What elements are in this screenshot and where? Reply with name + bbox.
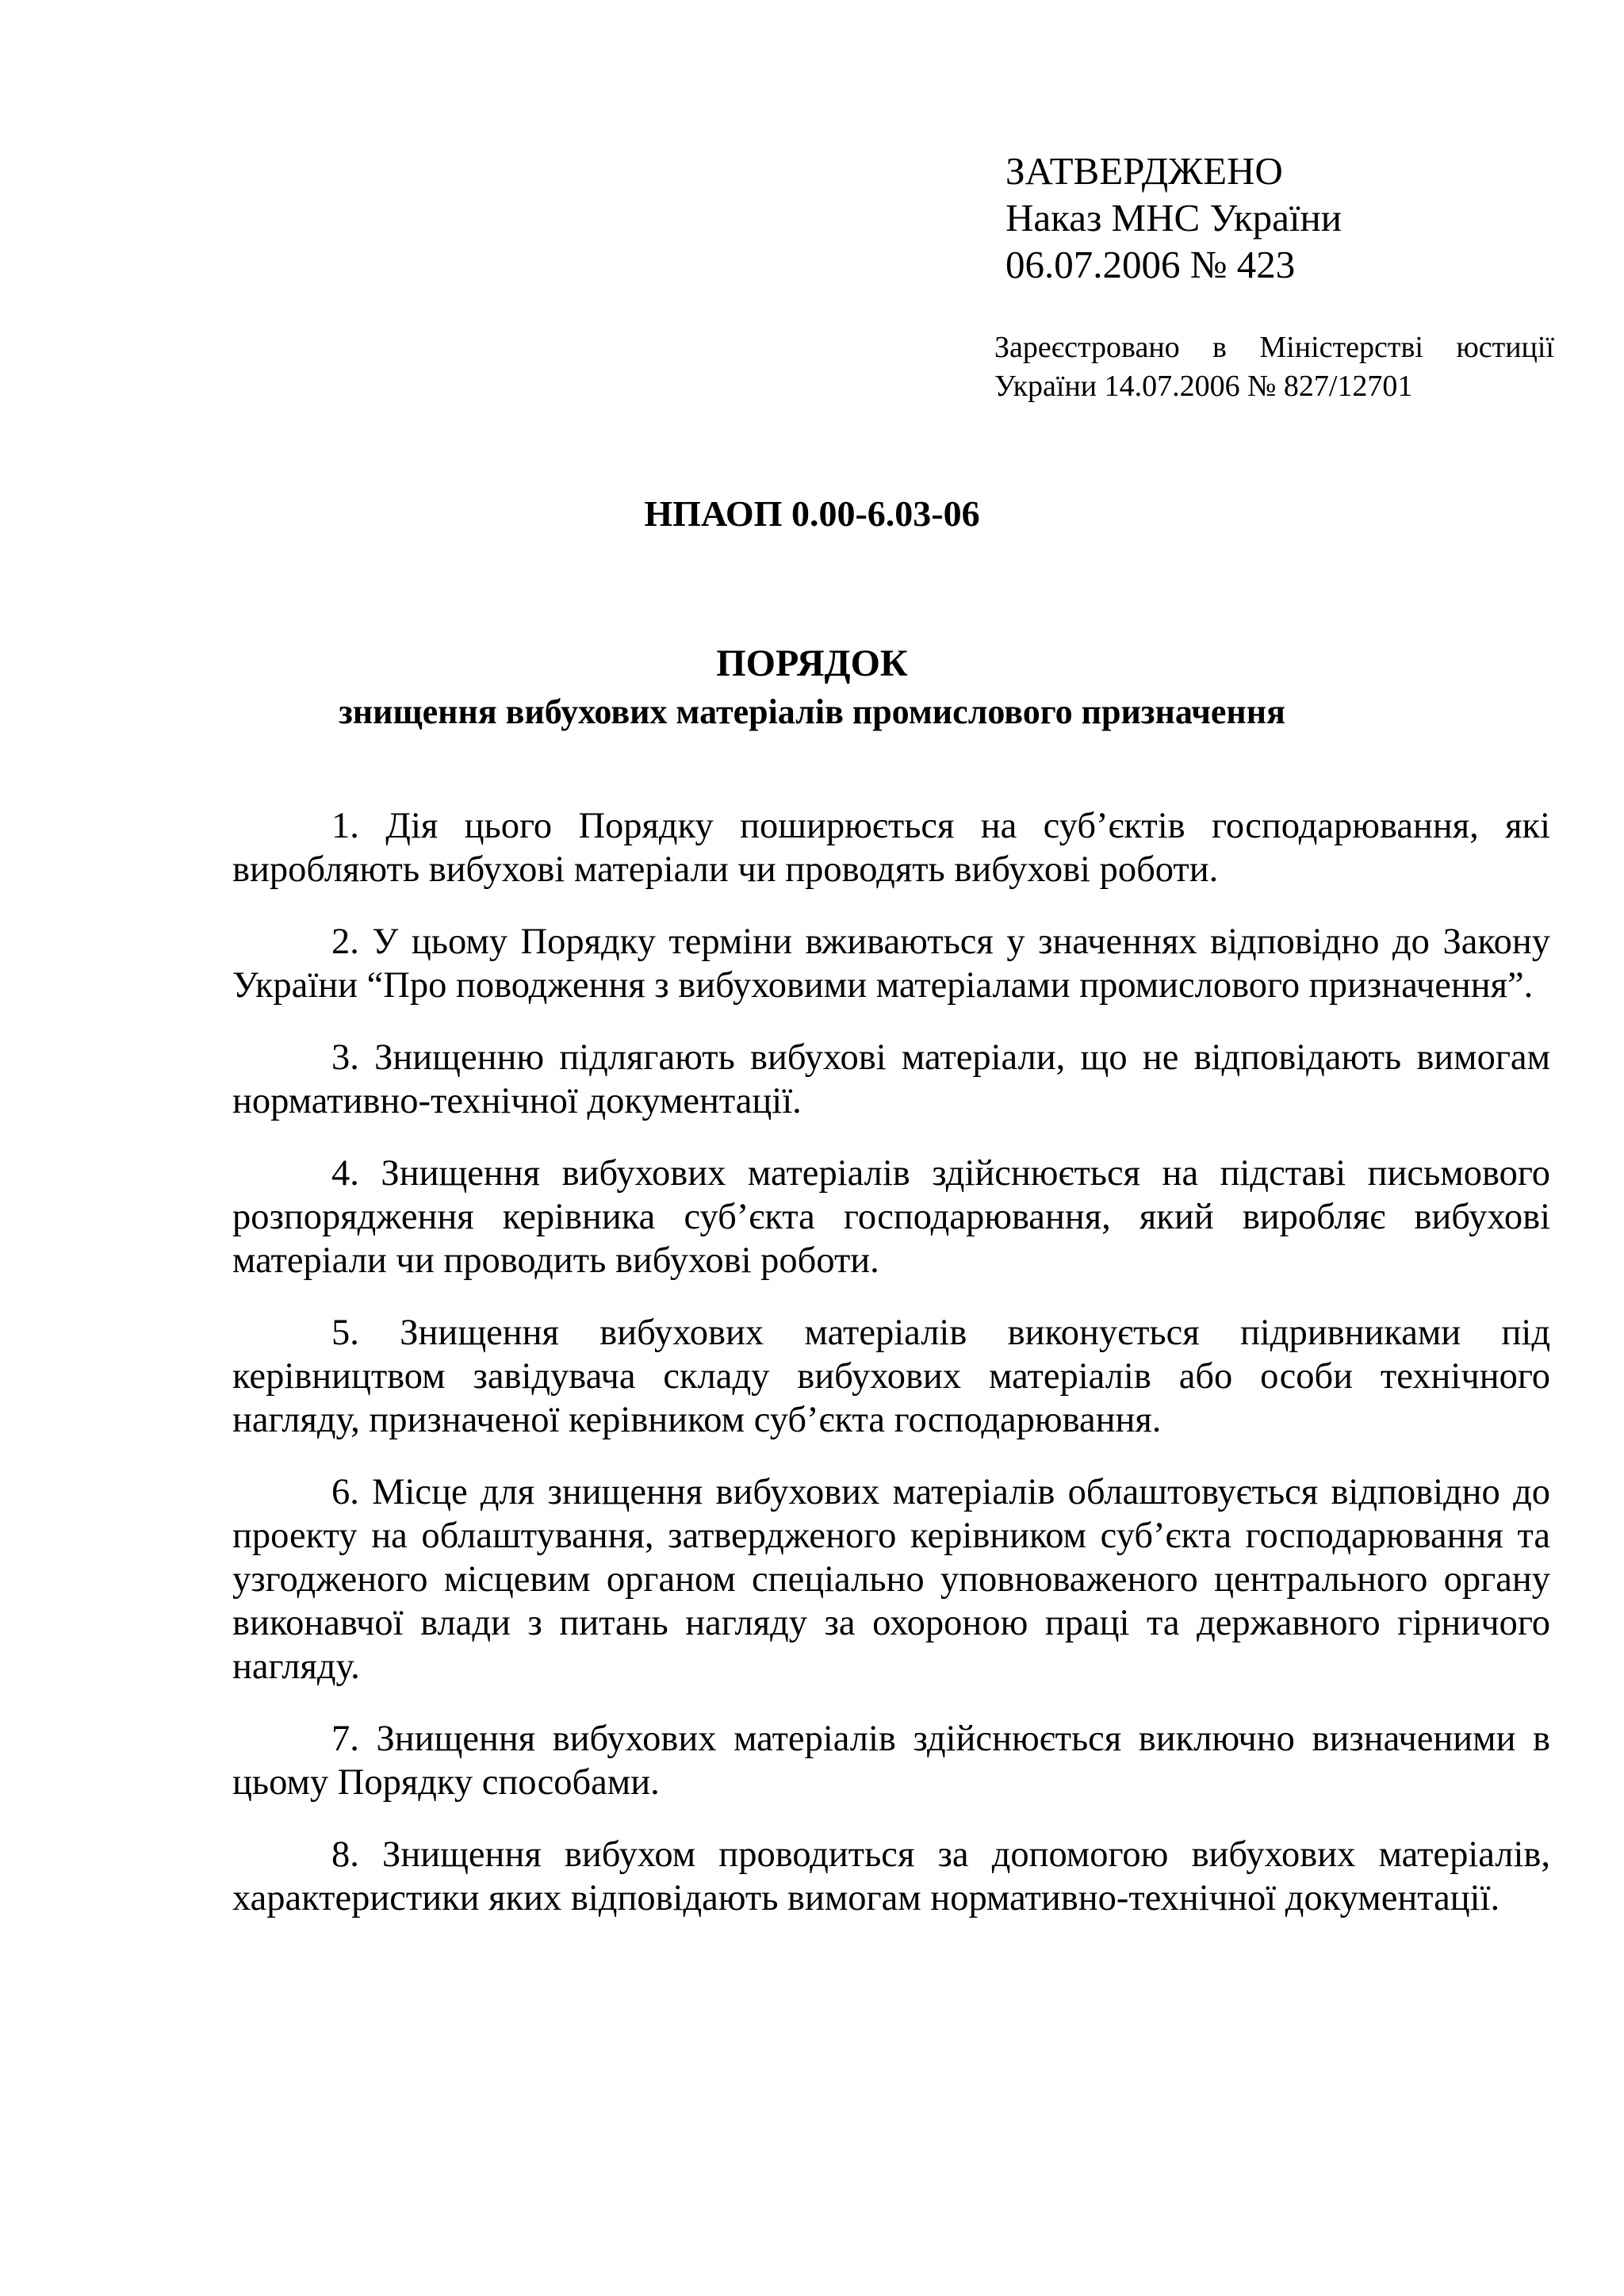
paragraph-8: 8. Знищення вибухом проводиться за допомогою вибухових матеріалів, характеристики яких відповідають вимогам нормативно-технічної документації. xyxy=(232,1834,1550,1918)
paragraph-6: 6. Місце для знищення вибухових матеріалів облаштовується відповідно до проекту на облаштування, затвердженого керівником суб’єкта господарювання та узгодженого місцевим органом спеціально уповноваженого центрального органу виконавчої влади з питань нагляду за охороною праці та державного гірничого нагляду. xyxy=(232,1472,1550,1687)
document-title-block xyxy=(0,641,1624,734)
document-body xyxy=(232,804,1550,1949)
paragraph-2: 2. У цьому Порядку терміни вживаються у значеннях відповідно до Закону України “Про поводження з вибуховими матеріалами промислового призначення”. xyxy=(232,922,1550,1006)
paragraph-3: 3. Знищенню підлягають вибухові матеріали, що не відповідають вимогам нормативно-технічної документації. xyxy=(232,1037,1550,1121)
paragraph-1: 1. Дія цього Порядку поширюється на суб’єктів господарювання, які виробляють вибухові матеріали чи проводять вибухові роботи. xyxy=(232,806,1550,890)
approval-order: Наказ МНС України xyxy=(1005,196,1342,240)
document-title: ПОРЯДОК xyxy=(716,642,908,684)
approval-date-number: 06.07.2006 № 423 xyxy=(1005,243,1296,286)
approval-stamp-block xyxy=(1005,148,1561,288)
approval-heading: ЗАТВЕРДЖЕНО xyxy=(1005,149,1283,193)
document-code: НПАОП 0.00-6.03-06 xyxy=(644,493,980,534)
registration-note: Зареєстровано в Міністерстві юстиції України 14.07.2006 № 827/12701 xyxy=(994,331,1554,403)
paragraph-5: 5. Знищення вибухових матеріалів виконується підривниками під керівництвом завідувача складу вибухових матеріалів або особи технічного нагляду, призначеної керівником суб’єкта господарювання. xyxy=(232,1313,1550,1440)
paragraph-4: 4. Знищення вибухових матеріалів здійснюється на підставі письмового розпорядження керівника суб’єкта господарювання, який виробляє вибухові матеріали чи проводить вибухові роботи. xyxy=(232,1153,1550,1281)
paragraph-7: 7. Знищення вибухових матеріалів здійснюється виключно визначеними в цьому Порядку способами. xyxy=(232,1719,1550,1803)
document-subtitle: знищення вибухових матеріалів промислового призначення xyxy=(339,692,1285,731)
